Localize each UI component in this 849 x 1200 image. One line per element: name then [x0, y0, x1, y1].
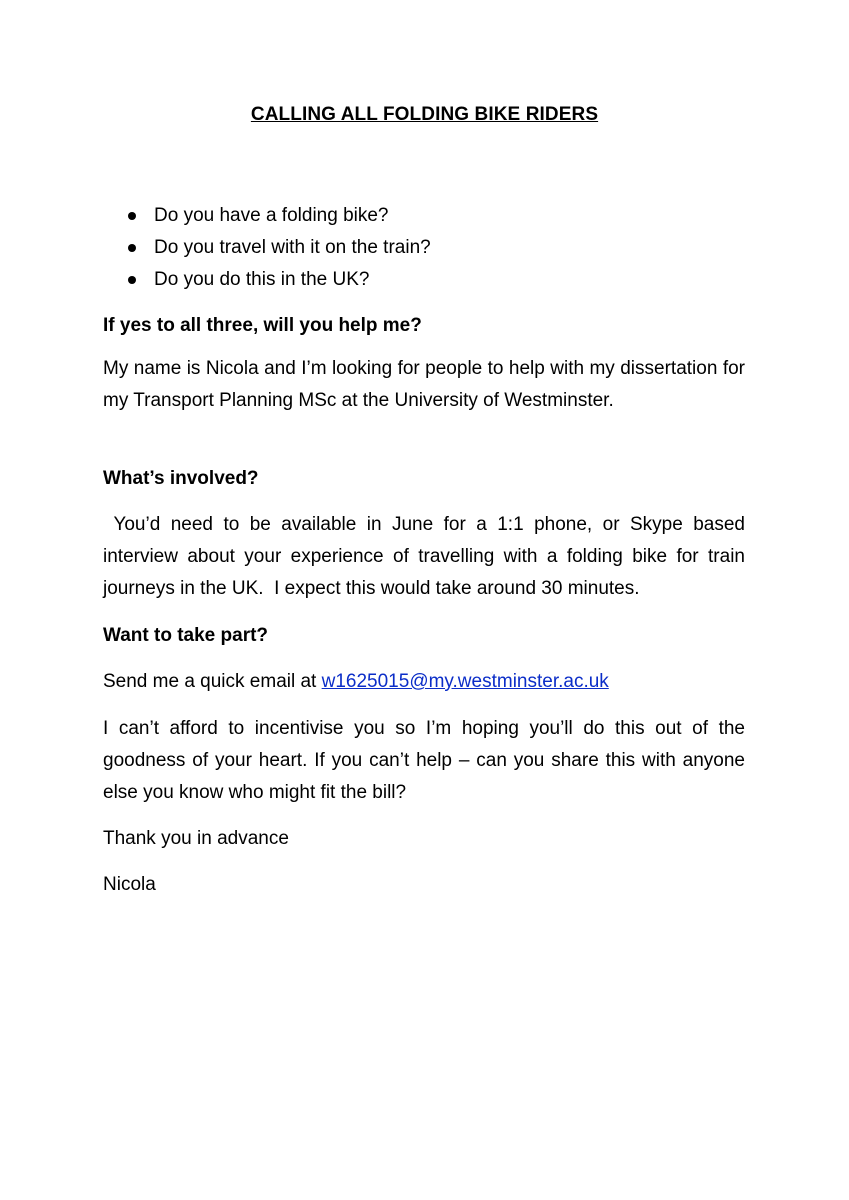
take-part-heading: Want to take part?: [103, 625, 269, 646]
list-item: [128, 200, 431, 232]
list-item-text: Do you have a folding bike?: [154, 205, 389, 226]
intro-paragraph: My name is Nicola and I’m looking for people to help with my dissertation for my Transport Planning MSc at the University of Westminster.: [103, 358, 745, 411]
bullet-icon: [128, 244, 136, 252]
list-item-text: Do you do this in the UK?: [154, 269, 370, 290]
incentive-paragraph: I can’t afford to incentivise you so I’m hoping you’ll do this out of the goodness of your heart. If you can’t help – can you share this with anyone else you know who might fit the bill?: [103, 718, 745, 803]
question-list: [128, 200, 431, 296]
email-prefix: Send me a quick email at: [103, 671, 322, 692]
page-title: CALLING ALL FOLDING BIKE RIDERS: [250, 104, 599, 125]
email-link[interactable]: w1625015@my.westminster.ac.uk: [321, 671, 609, 692]
list-item-text: Do you travel with it on the train?: [154, 237, 431, 258]
email-line: [103, 666, 745, 698]
list-item: [128, 232, 431, 264]
signature: Nicola: [103, 874, 156, 895]
question-heading: If yes to all three, will you help me?: [103, 315, 422, 336]
bullet-icon: [128, 212, 136, 220]
involved-paragraph: You’d need to be available in June for a 1:1 phone, or Skype based interview about your experience of travelling with a folding bike for train journeys in the UK. I expect this would take around 30 minutes.: [103, 514, 751, 599]
thanks-line: Thank you in advance: [103, 828, 289, 849]
list-item: [128, 264, 431, 296]
involved-heading: What’s involved?: [103, 468, 259, 489]
bullet-icon: [128, 276, 136, 284]
